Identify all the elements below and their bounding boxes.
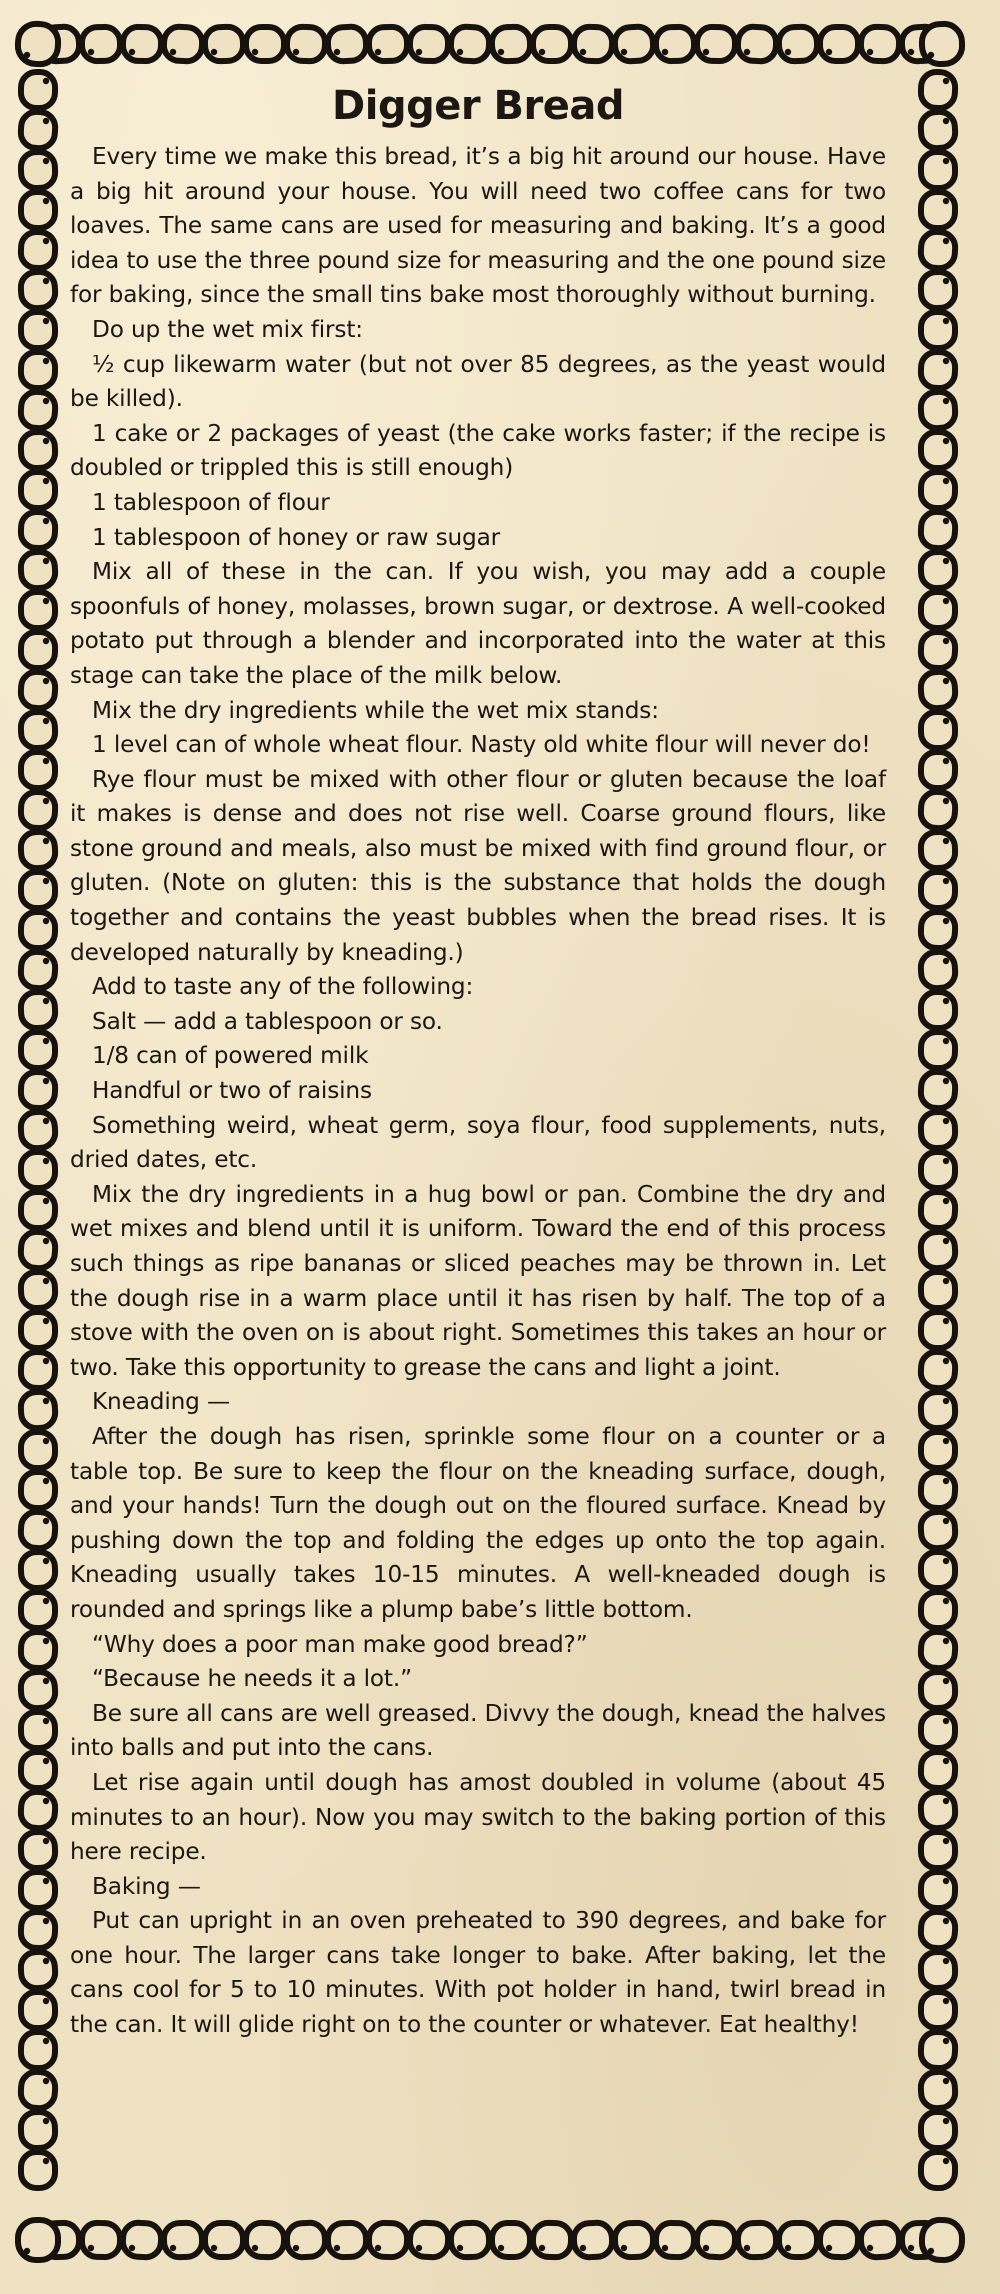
chain-link [20, 1271, 55, 1308]
chain-link [21, 2032, 56, 2069]
chain-link [921, 1592, 956, 1629]
chain-link [21, 312, 56, 349]
ingredient-wheat-flour: 1 level can of whole wheat flour. Nasty old white flour will never do! [92, 731, 871, 759]
chain-link [17, 23, 59, 65]
chain-link [920, 511, 956, 549]
chain-link [920, 391, 956, 429]
chain-link [286, 26, 325, 61]
chain-link [920, 1751, 955, 1788]
chain-link [920, 271, 955, 308]
chain-link [737, 2222, 776, 2257]
chain-link [656, 2223, 695, 2258]
chain-link [20, 1111, 56, 1149]
chain-link [921, 1992, 955, 2028]
article-title: Digger Bread [332, 83, 624, 129]
chain-link [921, 432, 956, 469]
greasing-instructions: Be sure all cans are well greased. Divvy the dough, knead the halves into balls and put into the cans. [70, 1699, 886, 1762]
chain-link [20, 1791, 56, 1829]
chain-link [369, 27, 408, 62]
chain-link [920, 351, 955, 388]
dry-mix-heading: Mix the dry ingredients while the wet mix stands: [92, 696, 659, 724]
chain-link [819, 2222, 858, 2257]
chain-link [18, 2220, 58, 2260]
chain-link [920, 791, 956, 829]
chain-link [573, 26, 612, 61]
baking-instructions: Put can upright in an oven preheated to 390 degrees, and bake for one hour. The larger cans take longer to bake. After baking, let the cans cool for 5 to 10 minutes. With pot holder in hand, twirl bread in the can. It will glide right on to the counter or whatever. Eat healthy! [70, 1907, 886, 2039]
wet-mix-heading: Do up the wet mix first: [92, 315, 363, 343]
chain-link [369, 2223, 408, 2258]
chain-link [450, 26, 490, 62]
chain-link [573, 2222, 613, 2258]
chain-link [20, 271, 56, 309]
chain-link [205, 2223, 243, 2257]
chain-link [20, 111, 56, 149]
chain-link [778, 26, 817, 61]
chain-link [20, 1511, 56, 1549]
chain-link [614, 26, 654, 62]
chain-link [20, 951, 56, 989]
chain-link [21, 1872, 55, 1908]
chain-link [921, 192, 956, 229]
chain-link [921, 1712, 955, 1748]
chain-link [21, 1152, 56, 1189]
ingredient-water: ½ cup likewarm water (but not over 85 degrees, as the yeast would be killed). [70, 350, 886, 413]
chain-link [21, 872, 56, 909]
chain-link [920, 1791, 956, 1829]
chain-link [21, 2152, 55, 2188]
chain-link [204, 26, 243, 61]
chain-link [920, 1631, 956, 1669]
wet-mix-instructions: Mix all of these in the can. If you wish, you may add a couple spoonfuls of honey, molasses, brown sugar, or dextrose. A well-cooked potato put through a blender and incorporated into the water at this stage can take the place of the milk below. [70, 558, 886, 689]
chain-link [920, 1391, 955, 1428]
chain-link [697, 27, 736, 62]
chain-link [20, 1631, 55, 1668]
chain-link [21, 192, 55, 228]
chain-link [532, 2222, 571, 2257]
chain-link [920, 831, 955, 868]
chain-link [20, 1671, 56, 1709]
chain-link [20, 791, 55, 828]
chain-link [921, 1872, 956, 1909]
joke-answer: “Because he needs it a lot.” [92, 1665, 412, 1693]
chain-link [20, 831, 56, 869]
chain-link [820, 27, 858, 61]
chain-link [21, 1592, 55, 1628]
optional-other: Something weird, wheat germ, soya flour, food supplements, nuts, dried dates, etc. [70, 1111, 886, 1174]
chain-link [921, 592, 955, 628]
chain-link [410, 27, 449, 62]
chain-link [920, 951, 956, 989]
chain-link [920, 1911, 956, 1949]
chain-link [921, 23, 962, 64]
chain-link [21, 352, 56, 389]
chain-link [920, 111, 956, 149]
kneading-heading: Kneading — [92, 1388, 231, 1416]
chain-link [21, 1752, 56, 1789]
chain-link [21, 1312, 55, 1348]
baking-heading: Baking — [92, 1872, 201, 1900]
chain-link [82, 2223, 121, 2258]
chain-link [920, 551, 955, 588]
chain-link [20, 991, 55, 1028]
chain-link [920, 631, 955, 668]
chain-link [20, 1231, 56, 1269]
chain-link [21, 592, 56, 629]
chain-link [920, 1471, 955, 1508]
chain-link [921, 2152, 956, 2189]
optional-salt: Salt — add a tablespoon or so. [92, 1007, 443, 1035]
kneading-instructions: After the dough has risen, sprinkle some flour on a counter or a table top. Be sure to keep the flour on the kneading surface, dough, and your hands! Turn the dough out on the floured surface. Knead by pushing down the top and folding the edges up onto the top again. Kneading usually takes 10-15 minutes. A well-kneaded dough is rounded and springs like a plump babe’s little bottom. [70, 1422, 886, 1623]
chain-link [20, 1831, 55, 1868]
ingredient-yeast: 1 cake or 2 packages of yeast (the cake works faster; if the recipe is doubled or trippled this is still enough) [70, 419, 886, 482]
chain-link [20, 1911, 55, 1948]
chain-link [82, 27, 121, 62]
joke-question: “Why does a poor man make good bread?” [92, 1630, 588, 1658]
chain-link [21, 72, 56, 109]
chain-link [696, 2222, 736, 2258]
chain-link [21, 1032, 55, 1068]
chain-link [20, 1951, 56, 1989]
chain-link [921, 1272, 956, 1309]
chain-link [860, 2222, 900, 2258]
mixing-instructions: Mix the dry ingredients in a hug bowl or pan. Combine the dry and wet mixes and blend until it is uniform. Toward the end of this process such things as ripe bananas or sliced peaches may be thrown in. Let the dough rise in a warm place until it has risen by half. The top of a stove with the oven on is about right. Sometimes this takes an hour or two. Take this opportunity to grease the cans and light a joint. [70, 1180, 886, 1381]
chain-link [123, 27, 162, 62]
chain-link [921, 1312, 956, 1349]
ingredient-honey: 1 tablespoon of honey or raw sugar [92, 523, 501, 551]
second-rise-instructions: Let rise again until dough has amost doubled in volume (about 45 minutes to an hour). Now you may switch to the baking portion of this here recipe. [70, 1768, 886, 1866]
chain-link [920, 1111, 955, 1148]
chain-link [921, 992, 956, 1029]
chain-link [122, 2222, 162, 2258]
chain-link [921, 1432, 955, 1468]
chain-link [920, 1671, 955, 1708]
chain-link [20, 551, 56, 589]
chain-link [921, 1552, 956, 1589]
chain-link [163, 26, 203, 62]
chain-link [245, 2222, 284, 2257]
chain-link [20, 2071, 56, 2109]
chain-link [20, 1071, 55, 1108]
chain-link [20, 1391, 56, 1429]
chain-link [20, 2111, 55, 2148]
chain-link [779, 2223, 817, 2257]
chain-link [921, 312, 955, 348]
chain-link [246, 27, 284, 61]
ingredient-flour: 1 tablespoon of flour [92, 488, 330, 516]
chain-link [328, 2223, 367, 2258]
chain-link [21, 752, 55, 788]
chain-link [20, 1551, 55, 1588]
chain-link [920, 1191, 955, 1228]
chain-link [491, 26, 530, 61]
chain-link [921, 872, 955, 908]
chain-link [163, 2222, 202, 2257]
chain-link [20, 431, 55, 468]
optional-heading: Add to taste any of the following: [92, 973, 474, 1001]
chain-link [21, 1992, 56, 2029]
chain-link [327, 26, 367, 62]
chain-link [21, 1192, 56, 1229]
chain-link [21, 1472, 56, 1509]
chain-link [920, 231, 956, 269]
chain-link [920, 1231, 956, 1269]
chain-link [920, 2071, 956, 2109]
chain-link [920, 1071, 956, 1109]
chain-link [921, 2112, 956, 2149]
chain-link [920, 671, 956, 709]
chain-link [20, 671, 56, 709]
chain-link [921, 1152, 955, 1188]
chain-link [921, 1832, 956, 1869]
chain-link [20, 511, 55, 548]
chain-link [920, 911, 955, 948]
chain-link [656, 27, 695, 62]
chain-link [921, 152, 956, 189]
intro-paragraph: Every time we make this bread, it’s a big hit around our house. Have a big hit around your house. You will need two coffee cans for two loaves. The same cans are used for measuring and baking. It’s a good idea to use the three pound size for measuring and the one pound size for baking, since the small tins bake most thoroughly without burning. [70, 143, 886, 309]
optional-raisins: Handful or two of raisins [92, 1077, 372, 1105]
chain-link [20, 1351, 55, 1388]
chain-link [21, 912, 56, 949]
chain-link [921, 1032, 956, 1069]
chain-link [737, 26, 777, 62]
chain-link [920, 1351, 956, 1389]
rye-flour-note: Rye flour must be mixed with other flour or gluten because the loaf it makes is dense and does not rise well. Coarse ground flours, like stone ground and meals, also must be mixed with find ground flour, or gluten. (Note on gluten: this is the substance that holds the dough together and contains the yeast bubbles when the bread rises. It is developed naturally by kneading.) [70, 765, 886, 966]
chain-link [921, 712, 956, 749]
chain-link [21, 1712, 56, 1749]
chain-link [920, 1951, 955, 1988]
chain-link [615, 2223, 654, 2258]
chain-link [20, 711, 55, 748]
chain-link [921, 472, 956, 509]
chain-link [286, 2222, 326, 2258]
chain-link [20, 151, 55, 188]
chain-link [20, 231, 55, 268]
chain-link [860, 26, 899, 61]
chain-link [492, 2223, 530, 2257]
chain-link [920, 1511, 956, 1549]
chain-link [921, 752, 956, 789]
chain-link [21, 472, 55, 508]
chain-link [409, 2222, 449, 2258]
chain-link [21, 1432, 56, 1469]
article [70, 78, 886, 2198]
chain-link [21, 632, 56, 669]
chain-link [20, 391, 56, 429]
chain-link [450, 2222, 489, 2257]
chain-link [921, 2219, 962, 2260]
chain-link [920, 2031, 955, 2068]
chain-link [920, 71, 955, 108]
optional-milk: 1/8 can of powered milk [92, 1042, 369, 1070]
chain-link [533, 27, 571, 61]
